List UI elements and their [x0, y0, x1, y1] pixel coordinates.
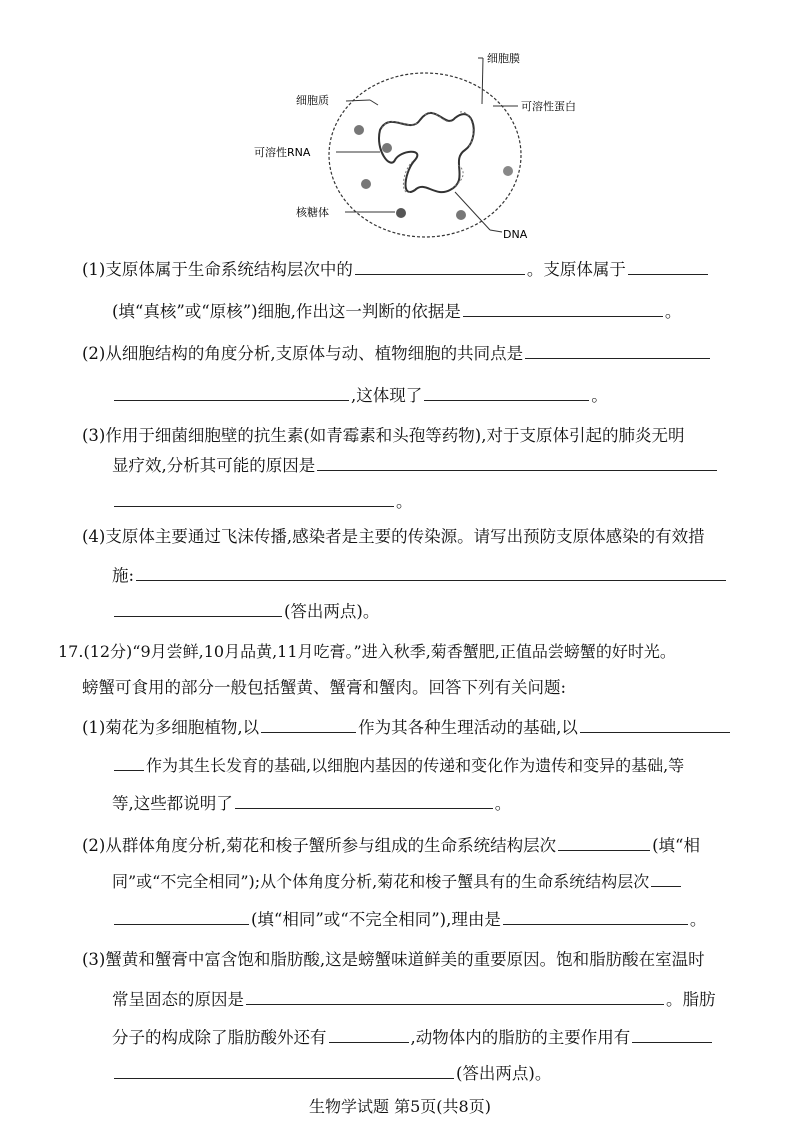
q17-p1-text-c: 作为其生长发育的基础,以细胞内基因的传递和变化作为遗传和变异的基础,等 — [146, 756, 685, 775]
q17-part3-line4 — [112, 1060, 551, 1086]
label-cytoplasm: 细胞质 — [296, 94, 329, 107]
q17-part1-line3 — [112, 790, 511, 816]
q17-p2-text-d: (填“相同”或“不完全相同”),理由是 — [251, 910, 501, 929]
q16-p4-text-c: (答出两点)。 — [284, 602, 380, 621]
q17-p2-text-b: (填“相 — [652, 836, 700, 855]
answer-blank[interactable] — [317, 452, 717, 471]
answer-blank[interactable] — [114, 906, 249, 925]
q16-p3-text-c: 。 — [396, 492, 413, 511]
q16-part2-line1 — [82, 340, 712, 366]
q17-p3-text-c: 。脂肪 — [666, 990, 716, 1009]
mycoplasma-diagram — [240, 40, 576, 250]
q16-p2-text-a: (2)从细胞结构的角度分析,支原体与动、植物细胞的共同点是 — [82, 344, 524, 363]
q17-p2-text-a: (2)从群体角度分析,菊花和梭子蟹所参与组成的生命系统结构层次 — [82, 836, 557, 855]
q16-part1-line2 — [112, 298, 681, 324]
dna-coil — [379, 113, 474, 192]
answer-blank[interactable] — [503, 906, 688, 925]
q16-part4-line3 — [112, 598, 379, 624]
ribosome-dot — [503, 166, 513, 176]
q16-p3-text-b: 显疗效,分析其可能的原因是 — [112, 456, 316, 475]
q16-part3-line1 — [82, 424, 685, 448]
ribosome-dot — [456, 210, 466, 220]
q17-p3-text-f: (答出两点)。 — [456, 1064, 552, 1083]
q17-p3-text-d: 分子的构成除了脂肪酸外还有 — [112, 1028, 327, 1047]
q16-p2-text-c: 。 — [591, 386, 608, 405]
q16-p1-text-b: 。支原体属于 — [526, 260, 626, 279]
q17-part3-line1 — [82, 948, 705, 972]
q17-part2-line3 — [112, 906, 706, 932]
ribosome-dot — [396, 208, 406, 218]
q16-p2-text-b: ,这体现了 — [351, 386, 423, 405]
q17-p3-text-b: 常呈固态的原因是 — [112, 990, 244, 1009]
q16-p1-text-c: (填“真核”或“原核”)细胞,作出这一判断的依据是 — [112, 302, 461, 321]
q17-part3-line3 — [112, 1024, 714, 1050]
q16-part1-line1 — [82, 256, 710, 282]
q16-p1-text-a: (1)支原体属于生命系统结构层次中的 — [82, 260, 353, 279]
answer-blank[interactable] — [114, 382, 349, 401]
q16-p3-text-a: (3)作用于细菌细胞壁的抗生素(如青霉素和头孢等药物),对于支原体引起的肺炎无明 — [82, 426, 685, 445]
answer-blank[interactable] — [114, 752, 144, 771]
q17-p1-text-d: 等,这些都说明了 — [112, 794, 233, 813]
q17-head-b: 螃蟹可食用的部分一般包括蟹黄、蟹膏和蟹肉。回答下列有关问题: — [82, 678, 567, 697]
ribosome-dot — [361, 179, 371, 189]
q17-header-line2 — [82, 676, 566, 700]
label-membrane: 细胞膜 — [487, 52, 520, 65]
label-soluble-rna: 可溶性RNA — [254, 146, 311, 159]
answer-blank[interactable] — [114, 598, 282, 617]
ribosome-dot — [354, 125, 364, 135]
answer-blank[interactable] — [246, 986, 664, 1005]
q17-part2-line2 — [112, 868, 683, 894]
answer-blank[interactable] — [329, 1024, 409, 1043]
answer-blank[interactable] — [235, 790, 493, 809]
answer-blank[interactable] — [261, 714, 356, 733]
q16-part3-line3 — [112, 488, 413, 514]
q16-p4-text-b: 施: — [112, 566, 135, 585]
answer-blank[interactable] — [114, 1060, 454, 1079]
q17-header-line1 — [58, 640, 676, 664]
label-dna: DNA — [503, 228, 528, 241]
answer-blank[interactable] — [632, 1024, 712, 1043]
q16-part3-line2 — [112, 452, 719, 478]
q17-part1-line2 — [112, 752, 684, 778]
q17-p1-text-b: 作为其各种生理活动的基础,以 — [358, 718, 578, 737]
q16-p1-text-d: 。 — [664, 302, 682, 321]
q17-p1-text-e: 。 — [494, 794, 512, 813]
q16-part4-line1 — [82, 525, 705, 549]
answer-blank[interactable] — [136, 562, 726, 581]
q17-p3-text-a: (3)蟹黄和蟹膏中富含饱和脂肪酸,这是螃蟹味道鲜美的重要原因。饱和脂肪酸在室温时 — [82, 950, 705, 969]
answer-blank[interactable] — [355, 256, 525, 275]
q17-part1-line1 — [82, 714, 732, 740]
q17-part2-line1 — [82, 832, 700, 858]
answer-blank[interactable] — [558, 832, 650, 851]
page-footer: 生物学试题 第5页(共8页) — [309, 1097, 491, 1116]
ribosome-dot — [382, 143, 392, 153]
q16-p4-text-a: (4)支原体主要通过飞沫传播,感染者是主要的传染源。请写出预防支原体感染的有效措 — [82, 527, 705, 546]
q17-p3-text-e: ,动物体内的脂肪的主要作用有 — [410, 1028, 631, 1047]
answer-blank[interactable] — [114, 488, 394, 507]
q16-part4-line2 — [112, 562, 728, 588]
q17-part3-line2 — [112, 986, 716, 1012]
answer-blank[interactable] — [651, 868, 681, 887]
label-ribosome: 核糖体 — [296, 206, 329, 219]
label-soluble-protein: 可溶性蛋白 — [521, 100, 576, 113]
answer-blank[interactable] — [424, 382, 589, 401]
answer-blank[interactable] — [463, 298, 663, 317]
q17-p1-text-a: (1)菊花为多细胞植物,以 — [82, 718, 260, 737]
q16-part2-line2 — [112, 382, 608, 408]
answer-blank[interactable] — [628, 256, 708, 275]
q17-head-a: 17.(12分)“9月尝鲜,10月品黄,11月吃膏。”进入秋季,菊香蟹肥,正值品尝螃蟹的好时光。 — [58, 642, 676, 661]
q17-p2-text-c: 同”或“不完全相同”);从个体角度分析,菊花和梭子蟹具有的生命系统结构层次 — [112, 872, 650, 891]
answer-blank[interactable] — [580, 714, 730, 733]
answer-blank[interactable] — [525, 340, 710, 359]
q17-p2-text-e: 。 — [689, 910, 707, 929]
